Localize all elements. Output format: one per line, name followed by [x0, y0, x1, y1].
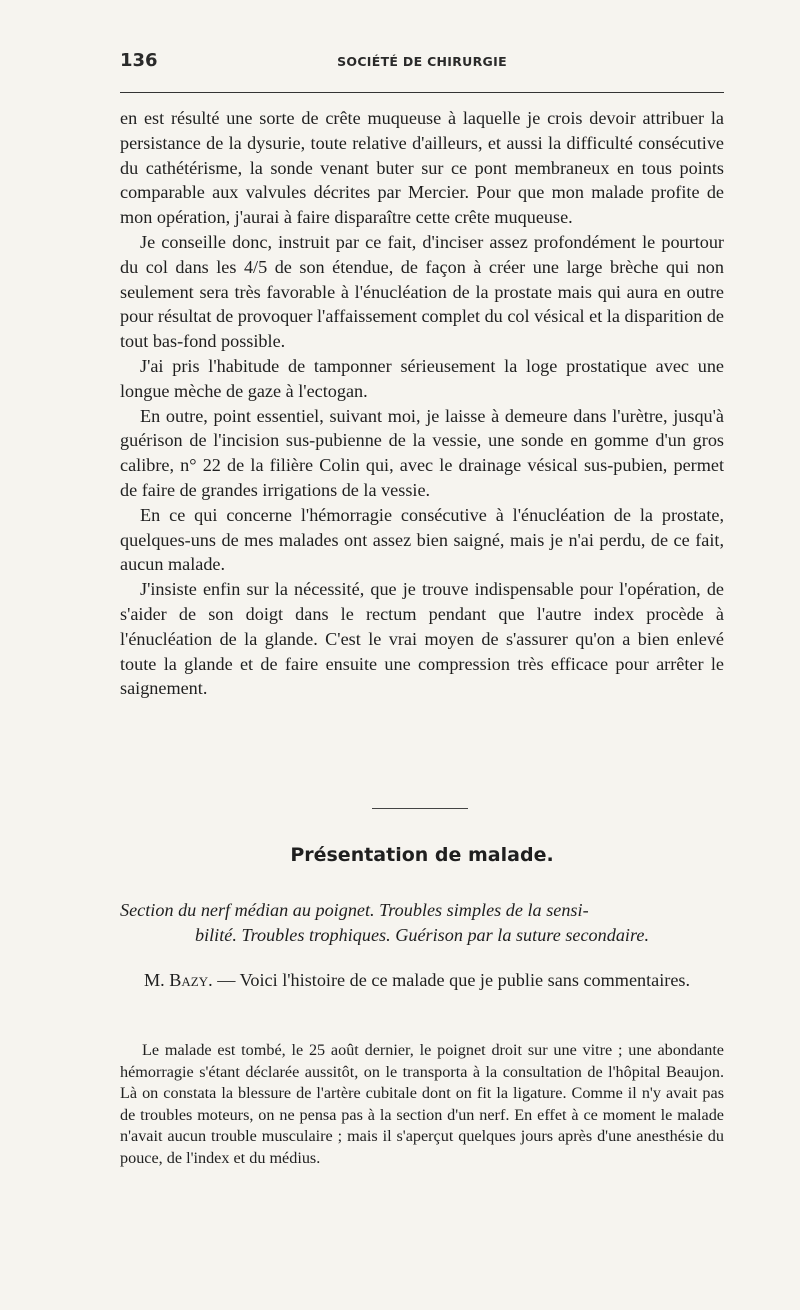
- section-divider: [372, 808, 468, 809]
- paragraph: J'ai pris l'habitude de tamponner sérieusement la loge prostatique avec une longue mèche de gaze à l'ectogan.: [120, 355, 724, 401]
- page-number: 136: [120, 50, 158, 71]
- speaker-paragraph: [120, 968, 724, 993]
- running-head: SOCIÉTÉ DE CHIRURGIE: [337, 54, 507, 69]
- paragraph: J'insiste enfin sur la nécessité, que je trouve indispensable pour l'opération, de s'aider de son doigt dans le rectum pendant que l'autre index procède à l'énucléation de la glande. C'est le vrai moyen de s'assurer qu'on a bien enlevé toute la glande et de faire ensuite une compression très efficace pour arrêter le saignement.: [120, 579, 724, 699]
- page-header: [120, 50, 724, 74]
- speaker-name: M. Bazy.: [144, 970, 213, 990]
- paragraph: En outre, point essentiel, suivant moi, je laisse à demeure dans l'urètre, jusqu'à guérison de l'incision sus-pubienne de la vessie, une sonde en gomme d'un gros calibre, n° 22 de la filière Colin qui, avec le drainage vésical sus-pubien, permet de faire de grandes irrigations de la vessie.: [120, 405, 724, 500]
- subtitle-line: Section du nerf médian au poignet. Troubles simples de la sensi-: [120, 900, 589, 920]
- paragraph: Je conseille donc, instruit par ce fait, d'inciser assez profondément le pourtour du col dans les 4/5 de son étendue, de façon à créer une large brèche qui non seulement sera très favorable à l'énucléation de la prostate mais qui aura en outre pour résultat de provoquer l'affaissement complet du col vésical et la disparition de tout bas-fond possible.: [120, 231, 724, 352]
- body-text: [120, 106, 724, 701]
- case-report: Le malade est tombé, le 25 août dernier, le poignet droit sur une vitre ; une abondante hémorragie s'étant déclarée aussitôt, on le transporta à la consultation de l'hôpital Beaujon. Là on constata la blessure de l'artère cubitale dont on fit la ligature. Comme il n'y avait pas de troubles moteurs, on ne pensa pas à la section d'un nerf. En effet à ce moment le malade n'avait aucun trouble musculaire ; mais il s'aperçut quelques jours après d'une anesthésie du pouce, de l'index et du médius.: [120, 1041, 724, 1167]
- section-subtitle: [120, 898, 724, 948]
- speaker-text: — Voici l'histoire de ce malade que je publie sans commentaires.: [212, 970, 691, 990]
- section-title: Présentation de malade.: [290, 844, 554, 866]
- subtitle-line: bilité. Troubles trophiques. Guérison par la suture secondaire.: [194, 925, 649, 945]
- paragraph: En ce qui concerne l'hémorragie consécutive à l'énucléation de la prostate, quelques-uns de mes malades ont assez bien saigné, mais je n'ai perdu, de ce fait, aucun malade.: [120, 504, 724, 575]
- header-rule: [120, 92, 724, 93]
- paragraph: en est résulté une sorte de crête muqueuse à laquelle je crois devoir attribuer la persistance de la dysurie, toute relative d'ailleurs, et aussi la difficulté consécutive du cathétérisme, la sonde venant buter sur ce pont membraneux en tous points comparable aux valvules décrites par Mercier. Pour que mon malade profite de mon opération, j'aurai à faire disparaître cette crête muqueuse.: [120, 108, 724, 228]
